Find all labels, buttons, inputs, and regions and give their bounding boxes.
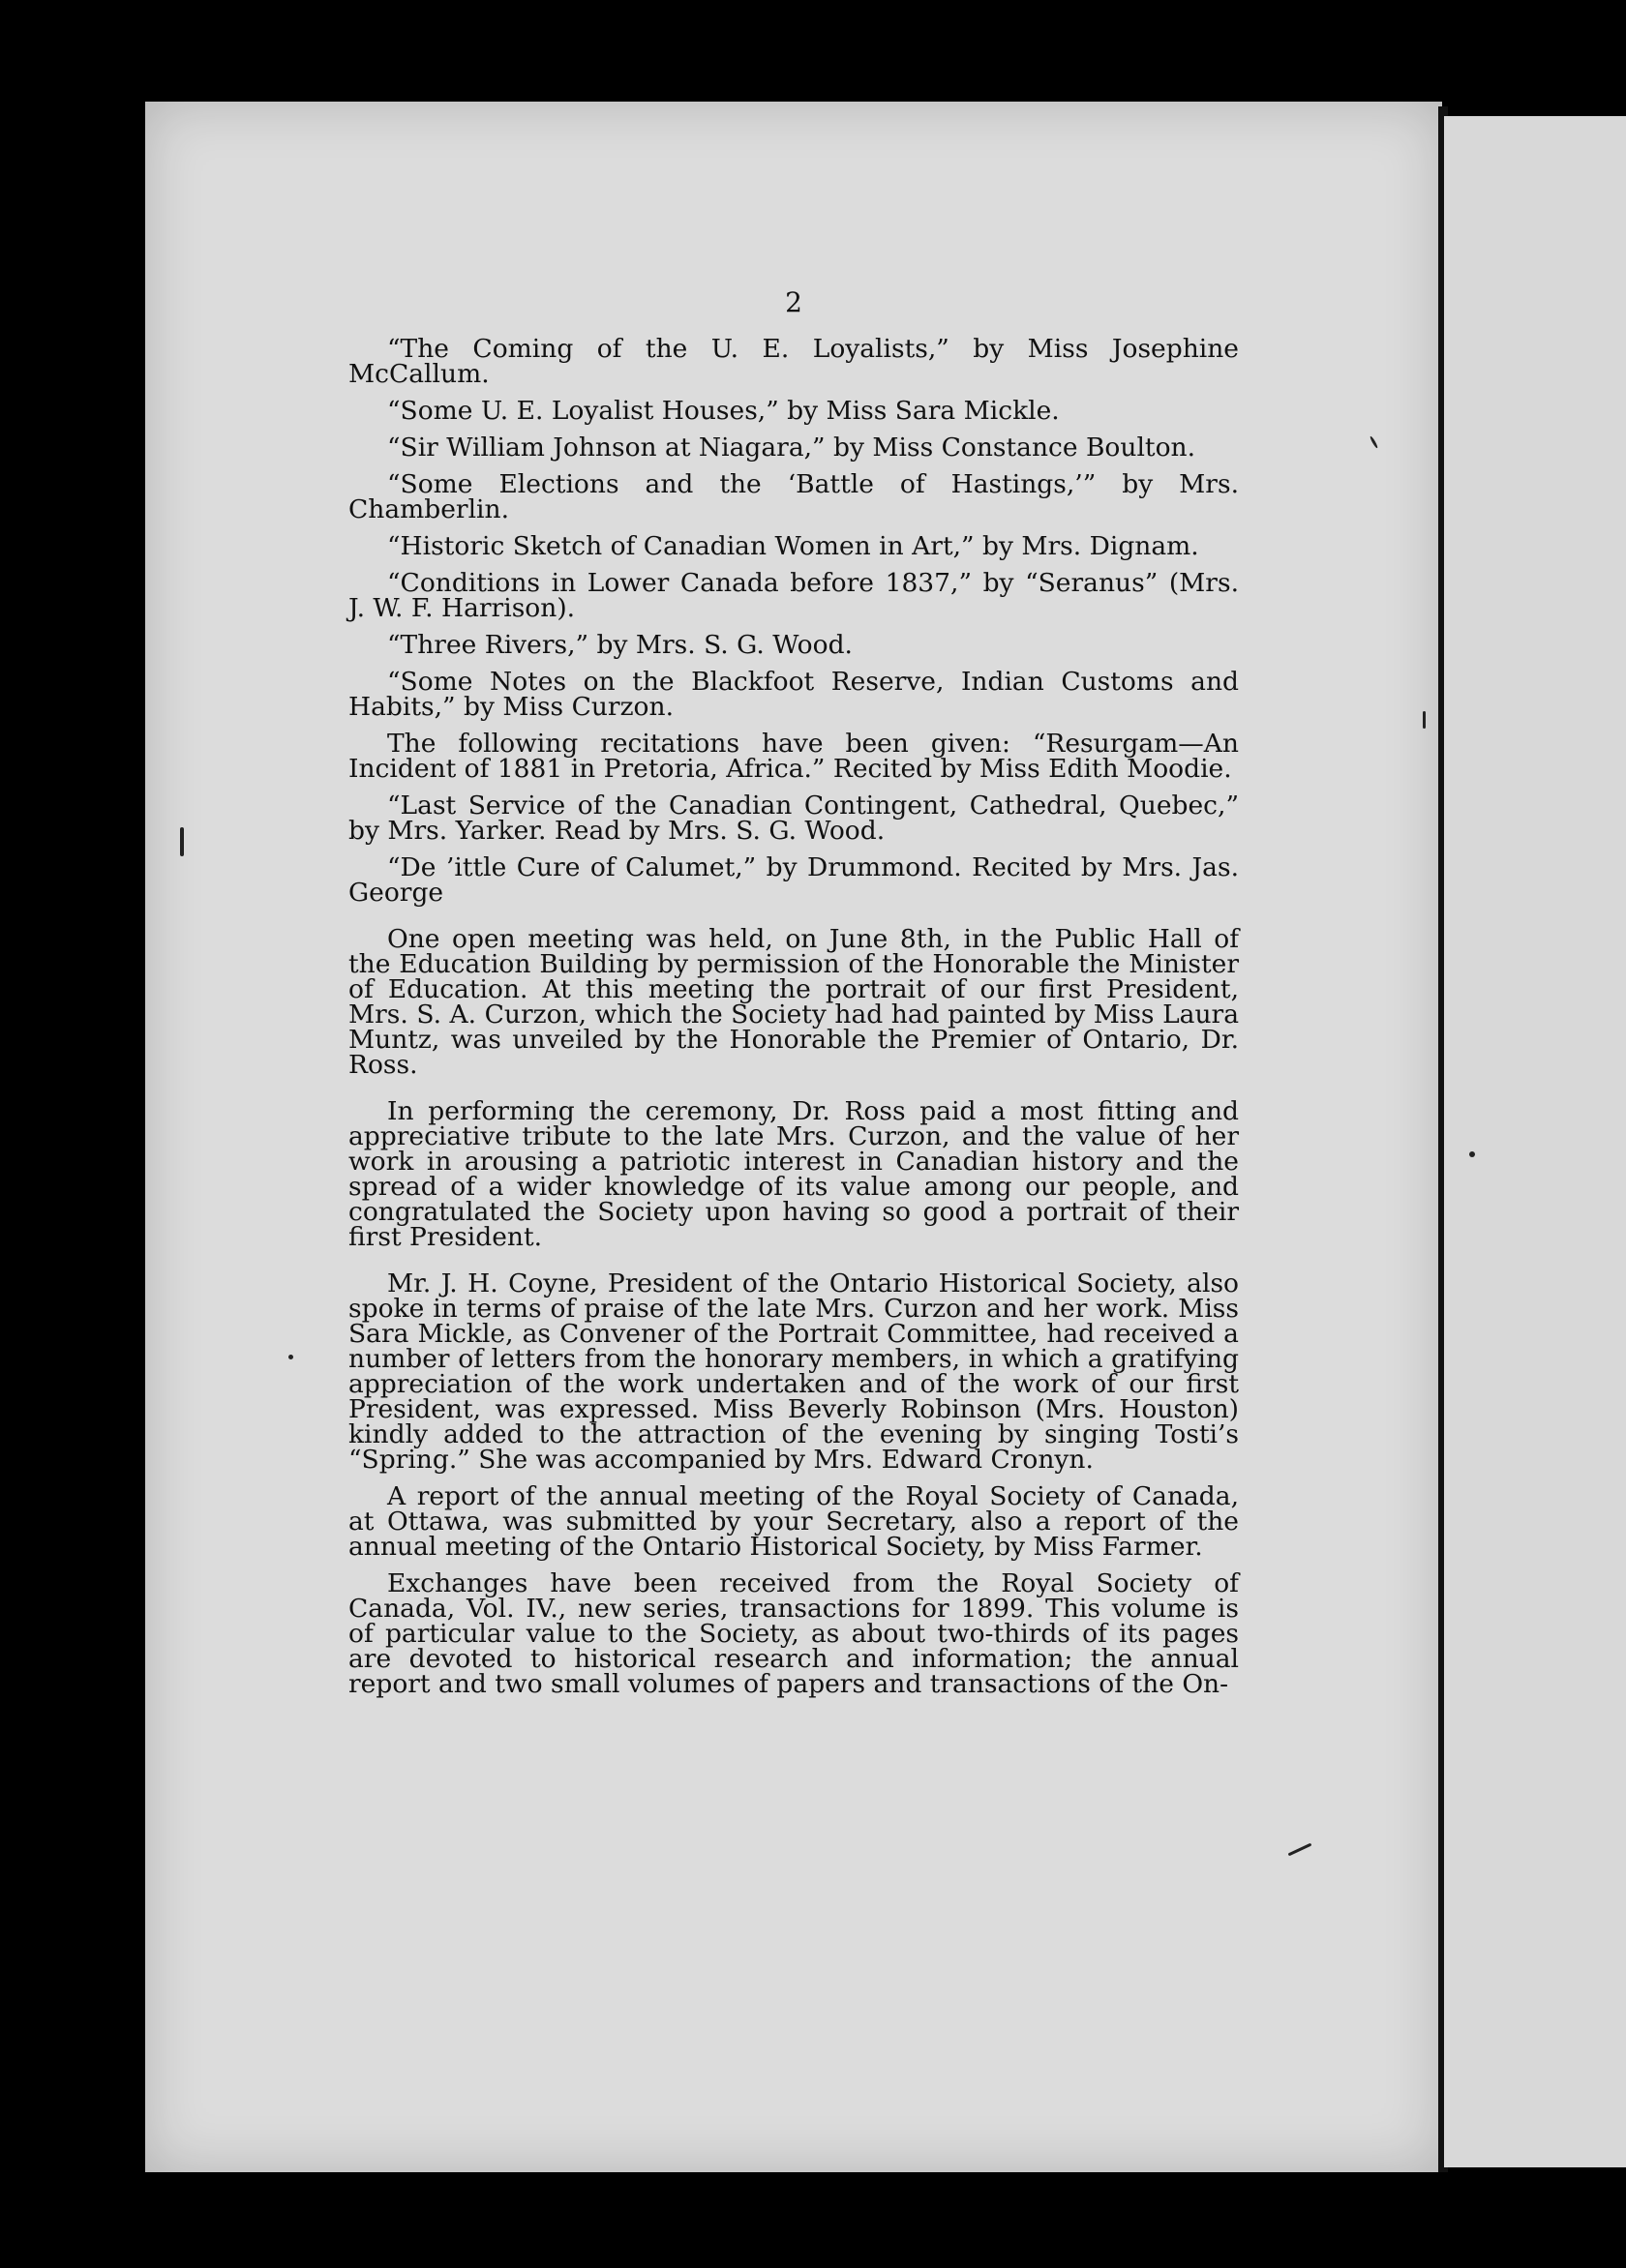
paragraph: “Conditions in Lower Canada before 1837,” by “Seranus” (Mrs. J. W. F. Harrison). (348, 568, 1239, 623)
page-number: 2 (785, 286, 802, 318)
paragraph: Mr. J. H. Coyne, President of the Ontario Historical Society, also spoke in terms of praise of the late Mrs. Curzon and her work. Miss Sara Mickle, as Convener of the Portrait Committee, had received a number of letters from the honorary members, in which a gratifying appreciation of the work undertaken and of the work of our first President, was expressed. Miss Beverly Robinson (Mrs. Houston) kindly added to the attraction of the evening by singing Tosti’s “Spring.” She was accompanied by Mrs. Edward Cronyn. (348, 1268, 1239, 1475)
paragraph: The following recitations have been given: “Resurgam—An Incident of 1881 in Pretoria, Africa.” Recited by Miss Edith Moodie. (348, 729, 1239, 784)
scan-speck (288, 1355, 293, 1359)
paragraph: “Last Service of the Canadian Contingent, Cathedral, Quebec,” by Mrs. Yarker. Read by Mrs. S. G. Wood. (348, 791, 1239, 846)
scan-speck (1469, 1151, 1475, 1157)
paragraph: “Some U. E. Loyalist Houses,” by Miss Sara Mickle. (387, 396, 1060, 426)
page-text (348, 286, 1239, 1709)
paragraph: “De ’ittle Cure of Calumet,” by Drummond. Recited by Mrs. Jas. George (348, 852, 1239, 908)
scan-speck (180, 827, 184, 856)
paragraph: “Some Notes on the Blackfoot Reserve, Indian Customs and Habits,” by Miss Curzon. (348, 667, 1239, 722)
paragraph: One open meeting was held, on June 8th, in the Public Hall of the Education Building by permission of the Honorable the Minister of Education. At this meeting the portrait of our first President, Mrs. S. A. Curzon, which the Society had had painted by Miss Laura Muntz, was unveiled by the Honorable the Premier of Ontario, Dr. Ross. (348, 924, 1239, 1080)
paragraph: Exchanges have been received from the Royal Society of Canada, Vol. IV., new series, transactions for 1899. This volume is of particular value to the Society, as about two-thirds of its pages are devoted to historical research and information; the annual report and two small volumes of papers and transactions of the On- (348, 1568, 1239, 1699)
paragraph: “Historic Sketch of Canadian Women in Art,” by Mrs. Dignam. (387, 531, 1199, 561)
paragraph: “Sir William Johnson at Niagara,” by Miss Constance Boulton. (387, 433, 1196, 463)
paragraph: “Three Rivers,” by Mrs. S. G. Wood. (387, 630, 853, 660)
facing-page-edge (1444, 116, 1626, 2167)
paragraph: In performing the ceremony, Dr. Ross paid a most fitting and appreciative tribute to the late Mrs. Curzon, and the value of her work in arousing a patriotic interest in Canadian history and the spread of a wider knowledge of its value among our people, and congratulated the Society upon having so good a portrait of their first President. (348, 1096, 1239, 1252)
paragraph: A report of the annual meeting of the Royal Society of Canada, at Ottawa, was submitted by your Secretary, also a report of the annual meeting of the Ontario Historical Society, by Miss Farmer. (348, 1481, 1239, 1562)
paragraph: “The Coming of the U. E. Loyalists,” by Miss Josephine McCallum. (348, 334, 1239, 389)
paragraph: “Some Elections and the ‘Battle of Hastings,’” by Mrs. Chamberlin. (348, 469, 1239, 524)
scan-speck (1423, 711, 1426, 729)
